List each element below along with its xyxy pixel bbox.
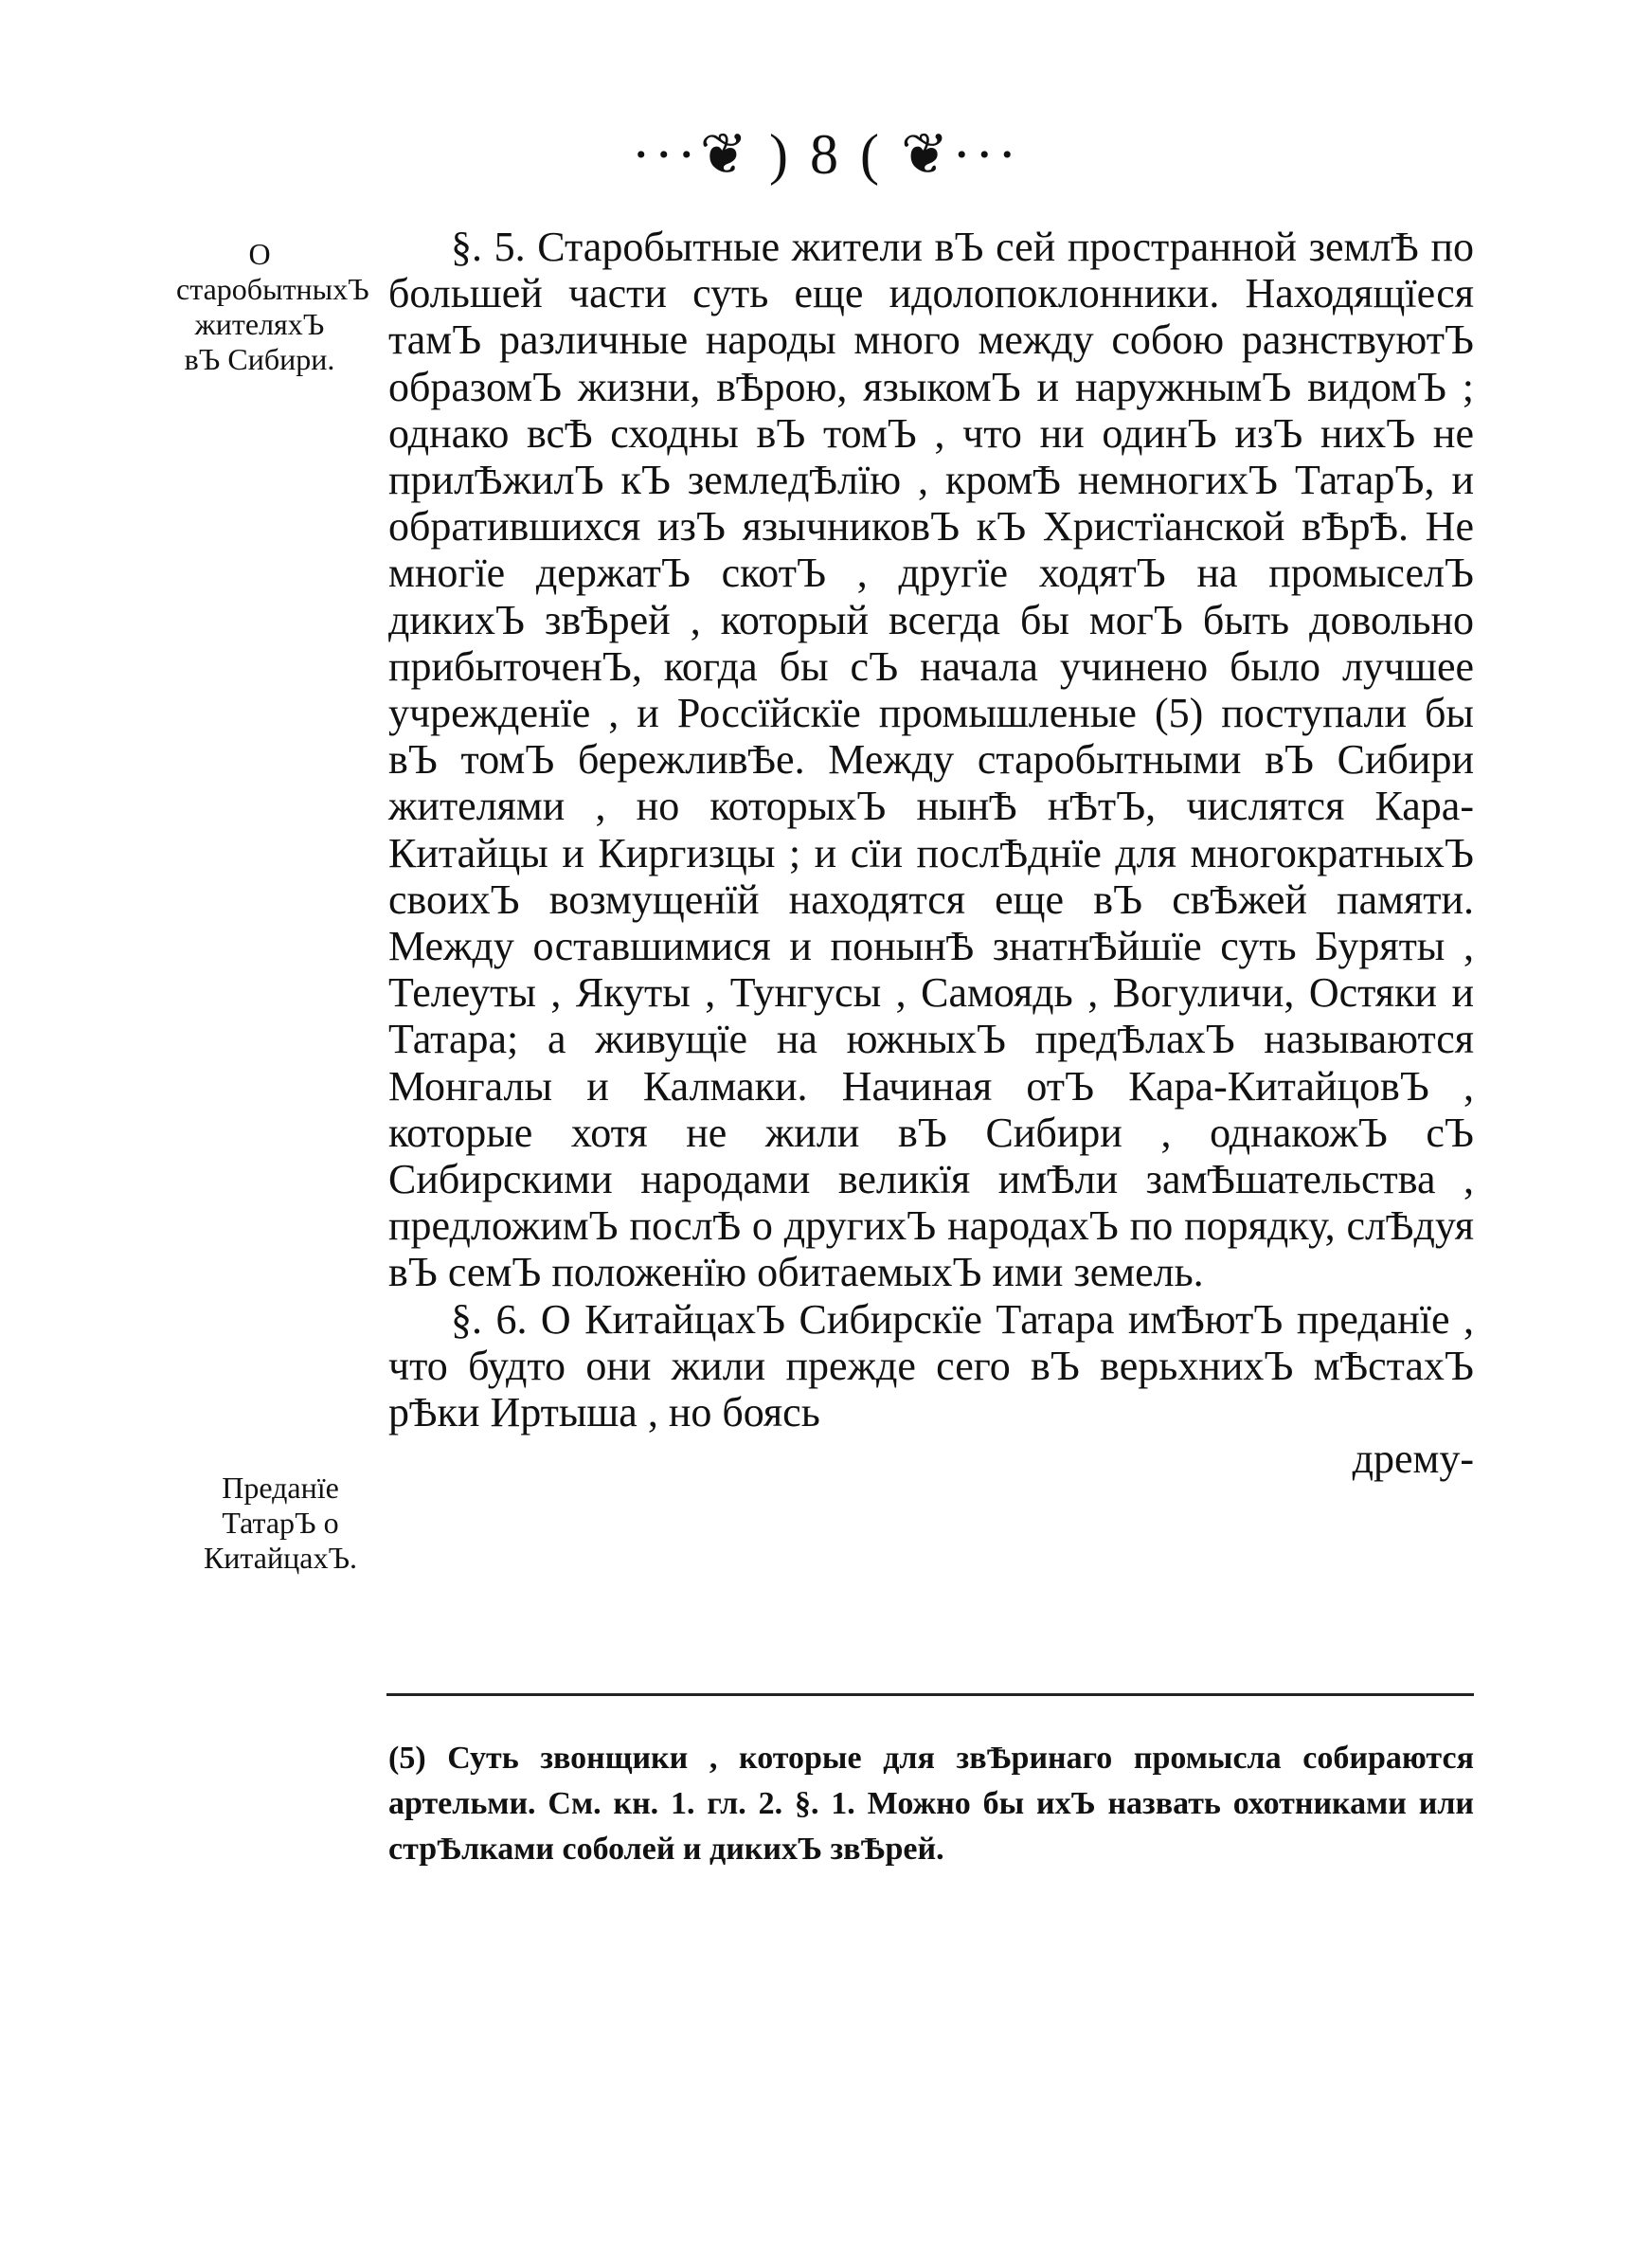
footnote	[388, 1736, 1474, 1872]
footnote-text: (5) Суть звонщики , которые для звѢринаго промысла собираются артельми. См. кн. 1. гл. 2. §. 1. Можно бы ихЪ назвать охотниками или стрѢлками соболей и дикихЪ звѢрей.	[388, 1741, 1474, 1867]
footnote-divider	[386, 1693, 1474, 1696]
paragraph-section-5: §. 5. Старобытные жители вЪ сей пространной землѢ по большей части суть еще идолопоклонники. Находящїеся тамЪ различные народы много между собою разнствуютЪ образомЪ жизни, вѢрою, языкомЪ и наружнымЪ видомЪ ; однако всѢ сходны вЪ томЪ , что ни одинЪ изЪ нихЪ не прилѢжилЪ кЪ землeдѢлїю , кромѢ немногихЪ ТатарЪ, и обратившихся изЪ язычниковЪ кЪ Христїанской вѢрѢ. Не многїе держатЪ скотЪ , другїе ходятЪ на промыселЪ дикихЪ звѢрей , который всегда бы могЪ быть довольно прибыточенЪ, когда бы сЪ начала учинено было лучшее учрежденїе , и Россїйскїе промышленые (5) поступали бы вЪ томЪ бережливѢе. Между старобытными вЪ Сибири жителями , но которыхЪ нынѢ нѢтЪ, числятся Кара-Китайцы и Киргизцы ; и сїи послѢднїе для многократныхЪ своихЪ возмущенїй находятся еще вЪ свѢжей памяти. Между оставшимися и понынѢ знатнѢйшїе суть Буряты , Телеуты , Якуты , Тунгусы , Самоядь , Вогуличи, Остяки и Татара; а живущїе на южныхЪ предѢлахЪ называются Монгалы и Калмаки. Начиная отЪ Кара-КитайцовЪ , которые хотя не жили вЪ Сибири , однакожЪ сЪ Сибирскими народами великїя имѢли замѢшательства , предложимЪ послѢ о другихЪ народахЪ по порядку, слѢдуя вЪ семЪ положенїю обитаемыхЪ ими земель.	[388, 224, 1474, 1296]
catchword: дрему-	[1352, 1435, 1474, 1483]
paragraph-section-6: §. 6. О КитайцахЪ Сибирскїе Татара имѢютЪ преданїе , что будто они жили прежде сего вЪ верьхнихЪ мѢстахЪ рѢки Иртыша , но боясь	[388, 1295, 1474, 1436]
page-header: ···❦ ) 8 ( ❦···	[631, 123, 1021, 186]
margin-note-tatar-legend: Преданїе ТатарЪ о КитайцахЪ.	[203, 1471, 358, 1575]
body-text	[388, 224, 1474, 1482]
margin-note-old-inhabitants: О старобытныхЪ жителяхЪ вЪ Сибири.	[176, 237, 369, 376]
